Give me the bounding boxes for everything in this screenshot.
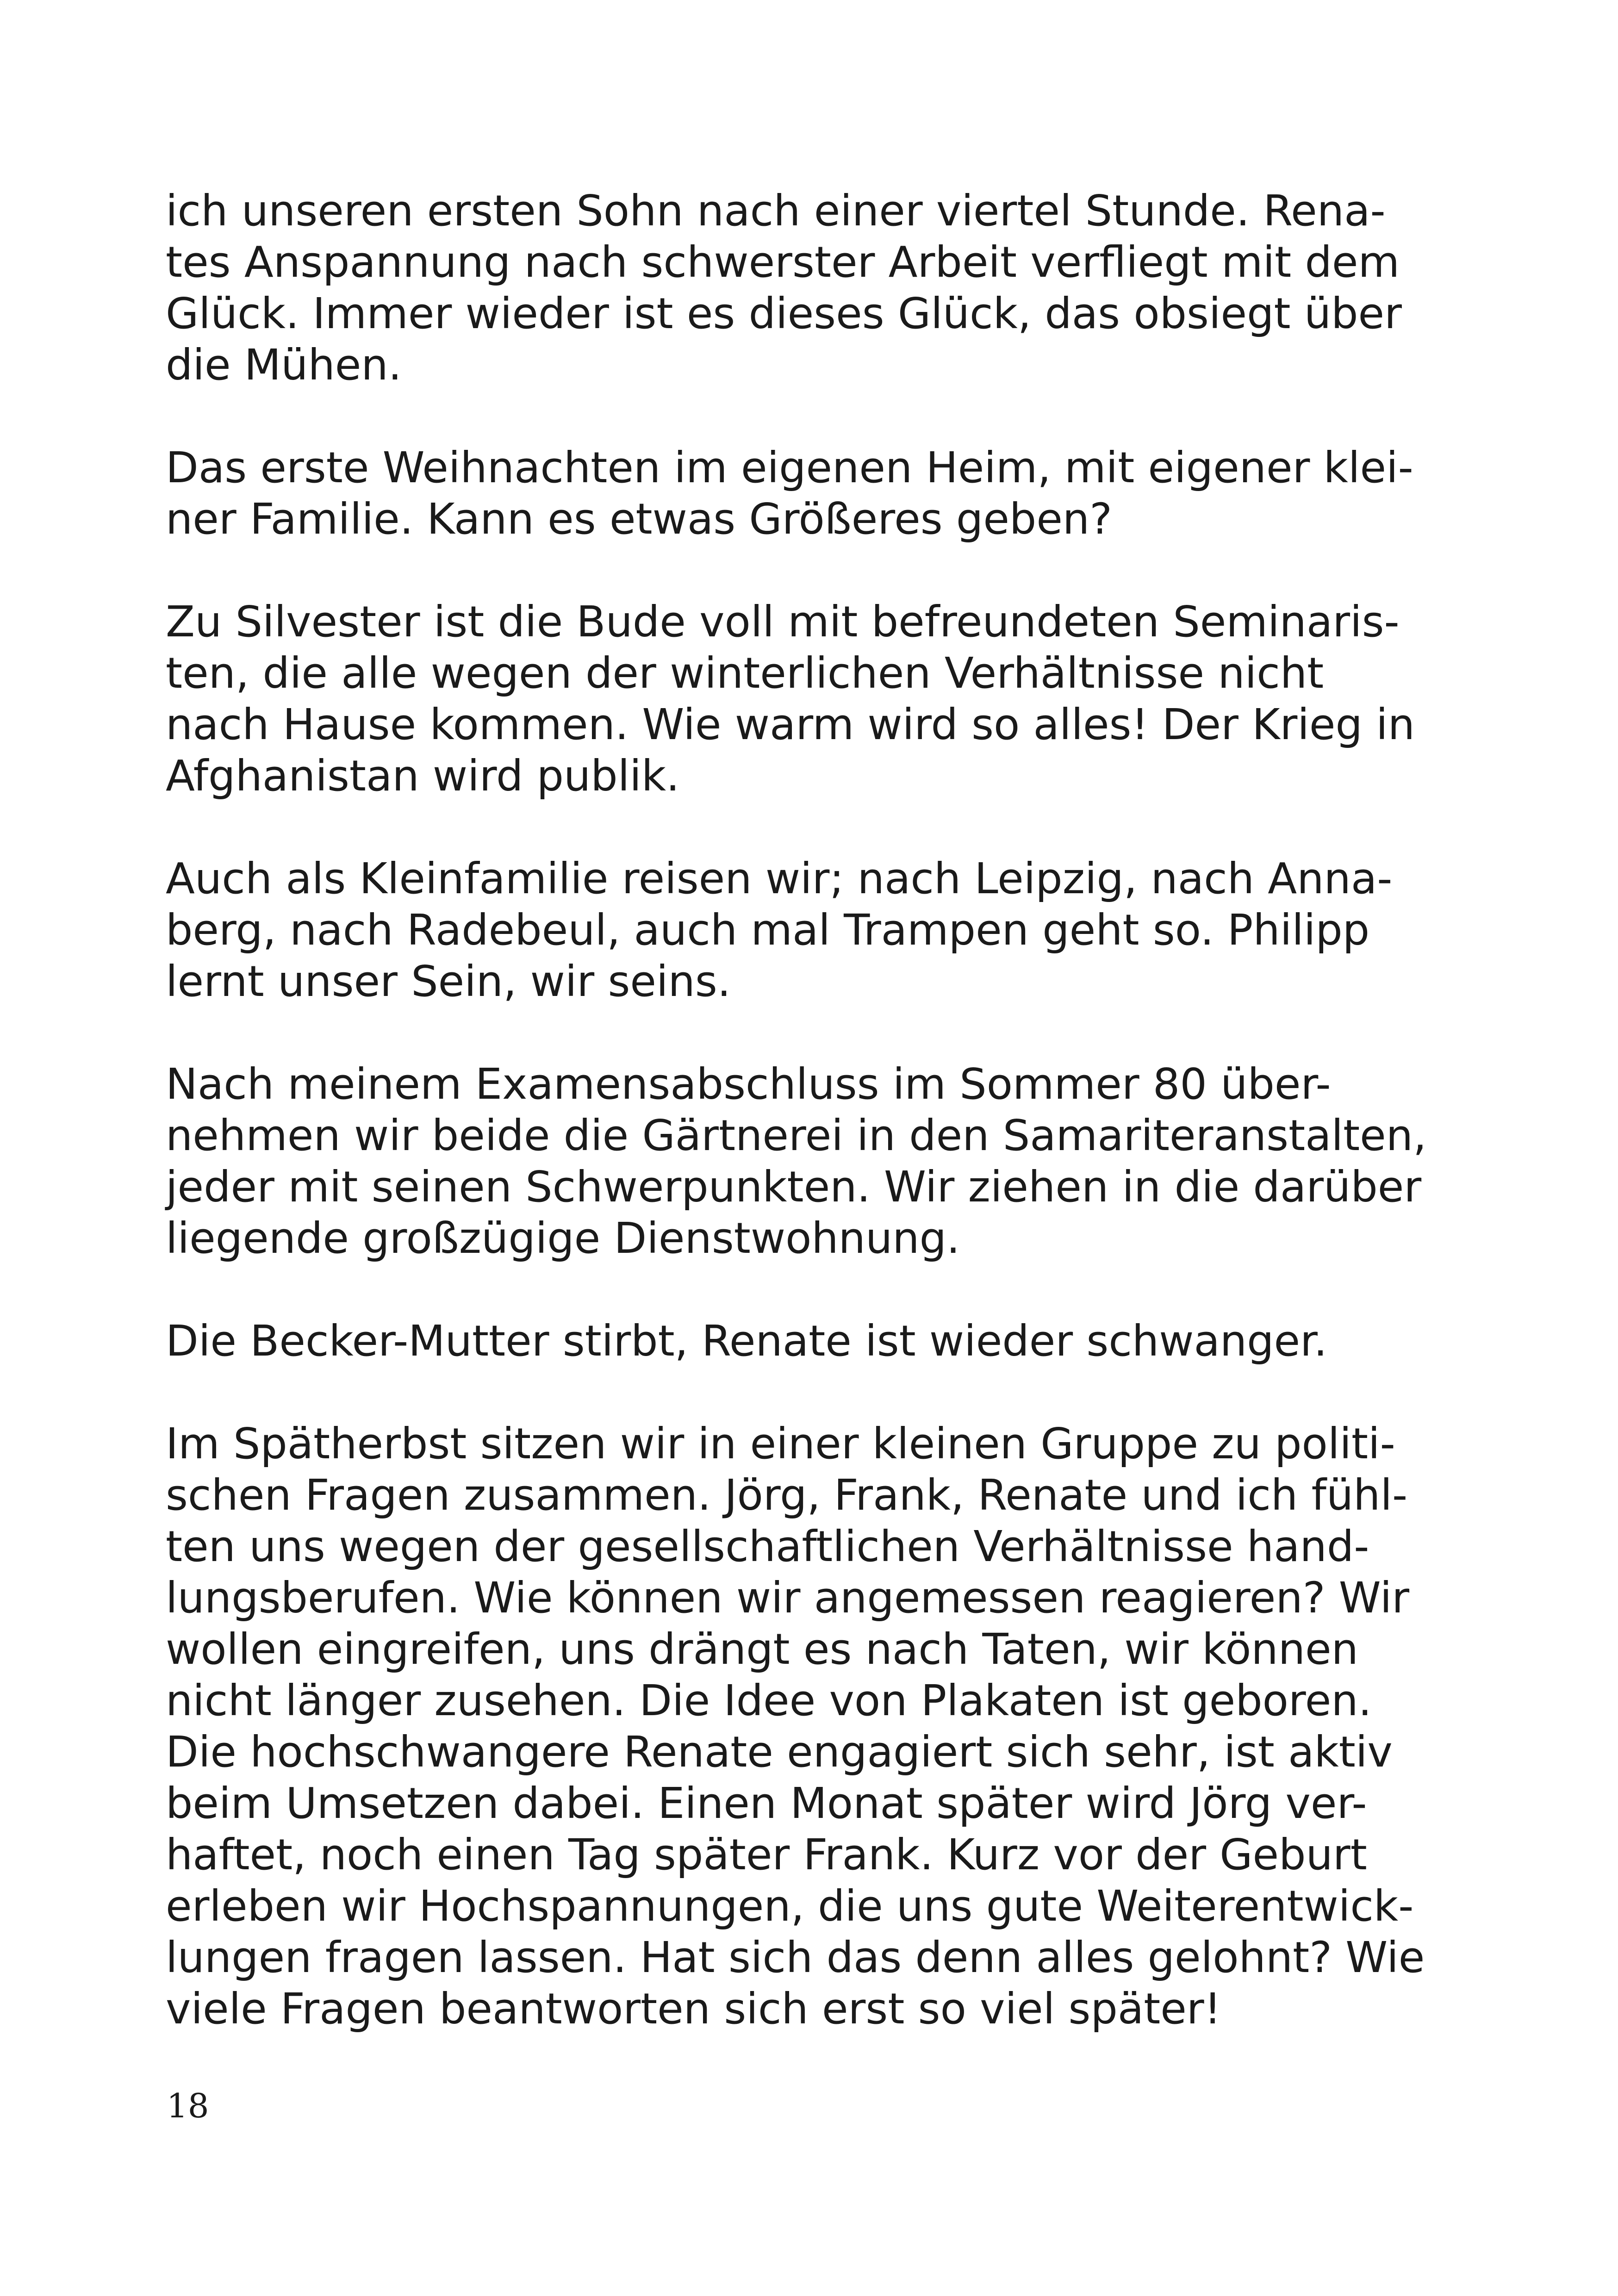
text-line: Nach meinem Examensabschluss im Sommer 80 über- (166, 1059, 1331, 1109)
text-line: Im Spätherbst sitzen wir in einer kleinen Gruppe zu politi- (166, 1419, 1395, 1468)
text-line: lernt unser Sein, wir seins. (166, 957, 731, 1006)
text-line: ten uns wegen der gesellschaftlichen Verhältnisse hand- (166, 1522, 1369, 1571)
text-line: Die Becker-Mutter stirbt, Renate ist wieder schwanger. (166, 1316, 1327, 1366)
text-line: nach Hause kommen. Wie warm wird so alles! Der Krieg in (166, 700, 1415, 749)
text-line: berg, nach Radebeul, auch mal Trampen geht so. Philipp (166, 905, 1370, 955)
text-line: nicht länger zusehen. Die Idee von Plakaten ist geboren. (166, 1676, 1372, 1725)
text-line: ten, die alle wegen der winterlichen Verhältnisse nicht (166, 648, 1324, 698)
text-line: Auch als Kleinfamilie reisen wir; nach Leipzig, nach Anna- (166, 854, 1393, 903)
text-line: erleben wir Hochspannungen, die uns gute Weiterentwick- (166, 1881, 1414, 1931)
text-line: jeder mit seinen Schwerpunkten. Wir ziehen in die darüber (166, 1162, 1422, 1212)
paragraph (166, 1418, 1462, 2035)
paragraph (166, 1315, 1462, 1367)
paragraph (166, 442, 1462, 545)
paragraph (166, 853, 1462, 1007)
paragraph (166, 185, 1462, 391)
text-line: nehmen wir beide die Gärtnerei in den Samariteranstalten, (166, 1111, 1427, 1160)
text-line: Glück. Immer wieder ist es dieses Glück, das obsiegt über (166, 289, 1402, 338)
text-line: beim Umsetzen dabei. Einen Monat später wird Jörg ver- (166, 1779, 1367, 1828)
text-line: haftet, noch einen Tag später Frank. Kurz vor der Geburt (166, 1830, 1367, 1879)
text-line: die Mühen. (166, 340, 402, 390)
text-line: liegende großzügige Dienstwohnung. (166, 1213, 960, 1263)
text-line: viele Fragen beantworten sich erst so viel später! (166, 1984, 1221, 2034)
text-line: wollen eingreifen, uns drängt es nach Taten, wir können (166, 1624, 1358, 1674)
paragraph (166, 1058, 1462, 1264)
text-line: Zu Silvester ist die Bude voll mit befreundeten Seminaris- (166, 597, 1400, 647)
text-line: schen Fragen zusammen. Jörg, Frank, Renate und ich fühl- (166, 1470, 1408, 1520)
text-line: lungsberufen. Wie können wir angemessen reagieren? Wir (166, 1573, 1410, 1623)
page-number: 18 (167, 2086, 209, 2125)
paragraph (166, 596, 1462, 802)
text-line: Das erste Weihnachten im eigenen Heim, mit eigener klei- (166, 443, 1413, 492)
text-line: Afghanistan wird publik. (166, 751, 680, 801)
text-line: tes Anspannung nach schwerster Arbeit verfliegt mit dem (166, 237, 1400, 287)
text-line: lungen fragen lassen. Hat sich das denn alles gelohnt? Wie (166, 1933, 1425, 1982)
text-line: ich unseren ersten Sohn nach einer viertel Stunde. Rena- (166, 186, 1386, 236)
text-line: ner Familie. Kann es etwas Größeres geben? (166, 494, 1113, 544)
text-line: Die hochschwangere Renate engagiert sich sehr, ist aktiv (166, 1727, 1393, 1777)
body-text (166, 185, 1462, 2086)
